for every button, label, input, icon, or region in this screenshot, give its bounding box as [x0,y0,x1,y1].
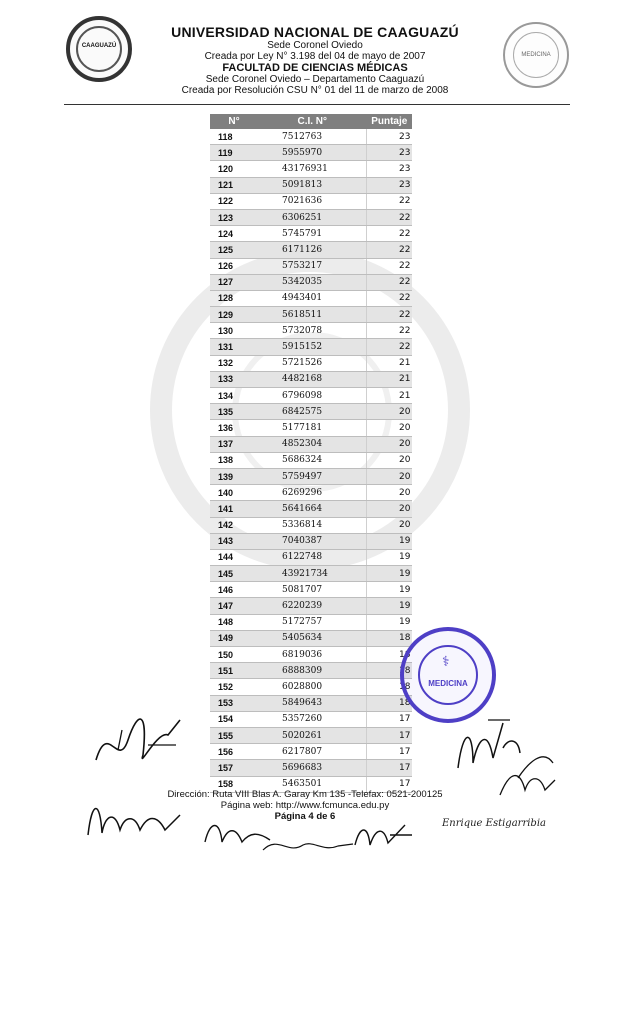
ci-cell: 4943401 [258,290,367,306]
faculty-logo-text: MEDICINA [521,52,551,58]
puntaje-cell: 18 [367,647,413,663]
ci-cell: 5172757 [258,614,367,630]
puntaje-cell: 17 [367,760,413,776]
puntaje-cell: 23 [367,177,413,193]
puntaje-cell: 19 [367,582,413,598]
ci-cell: 5091813 [258,177,367,193]
row-number-cell: 128 [210,290,258,306]
footer-website: Página web: http://www.fcmunca.edu.py [220,800,390,811]
table-row [210,582,412,598]
row-number-cell: 124 [210,226,258,242]
ci-cell: 5020261 [258,727,367,743]
ci-cell: 4482168 [258,371,367,387]
stamp-label: MEDICINA [428,679,468,688]
ci-cell: 5745791 [258,226,367,242]
ci-cell: 5336814 [258,517,367,533]
university-logo-ring [76,26,122,72]
ci-cell: 5759497 [258,468,367,484]
table-row [210,258,412,274]
table-row [210,420,412,436]
puntaje-cell: 20 [367,404,413,420]
puntaje-cell: 20 [367,501,413,517]
puntaje-cell: 20 [367,436,413,452]
row-number-cell: 135 [210,404,258,420]
ci-cell: 5463501 [258,776,367,792]
ci-cell: 5081707 [258,582,367,598]
official-stamp [400,627,496,723]
ci-cell: 4852304 [258,436,367,452]
row-number-cell: 145 [210,566,258,582]
ci-cell: 5732078 [258,323,367,339]
puntaje-cell: 22 [367,258,413,274]
row-number-cell: 151 [210,663,258,679]
ci-cell: 7021636 [258,193,367,209]
table-row [210,290,412,306]
table-row [210,177,412,193]
row-number-cell: 137 [210,436,258,452]
ci-cell: 7512763 [258,129,367,145]
table-row [210,549,412,565]
puntaje-cell: 20 [367,468,413,484]
table-row [210,209,412,225]
row-number-cell: 129 [210,307,258,323]
row-number-cell: 146 [210,582,258,598]
puntaje-cell: 19 [367,533,413,549]
puntaje-cell: 18 [367,663,413,679]
row-number-cell: 155 [210,727,258,743]
row-number-cell: 123 [210,209,258,225]
puntaje-cell: 17 [367,776,413,792]
row-number-cell: 136 [210,420,258,436]
table-row [210,711,412,727]
puntaje-cell: 22 [367,193,413,209]
table-row [210,727,412,743]
row-number-cell: 119 [210,145,258,161]
puntaje-cell: 20 [367,420,413,436]
ci-cell: 5641664 [258,501,367,517]
puntaje-cell: 19 [367,566,413,582]
table-row [210,647,412,663]
puntaje-cell: 22 [367,290,413,306]
table-row [210,630,412,646]
table-row [210,744,412,760]
ci-cell: 43921734 [258,566,367,582]
ci-cell: 5357260 [258,711,367,727]
caduceus-icon: ⚕ [442,653,450,669]
ci-cell: 6306251 [258,209,367,225]
column-header-ci: C.I. N° [258,114,367,129]
ci-cell: 5849643 [258,695,367,711]
puntaje-cell: 21 [367,355,413,371]
table-row [210,323,412,339]
puntaje-cell: 22 [367,307,413,323]
row-number-cell: 142 [210,517,258,533]
resolution-line: Creada por Resolución CSU N° 01 del 11 de marzo de 2008 [181,85,449,96]
row-number-cell: 120 [210,161,258,177]
row-number-cell: 148 [210,614,258,630]
puntaje-cell: 23 [367,129,413,145]
table-row [210,760,412,776]
table-row [210,468,412,484]
puntaje-cell: 19 [367,614,413,630]
row-number-cell: 125 [210,242,258,258]
table-row [210,193,412,209]
puntaje-cell: 17 [367,711,413,727]
ci-cell: 43176931 [258,161,367,177]
row-number-cell: 140 [210,485,258,501]
table-row [210,161,412,177]
row-number-cell: 131 [210,339,258,355]
page-number: Página 4 de 6 [274,811,336,822]
table-row [210,598,412,614]
department-line: Sede Coronel Oviedo – Departamento Caaguazú [205,74,425,85]
puntaje-cell: 20 [367,452,413,468]
puntaje-cell: 22 [367,226,413,242]
table-row [210,679,412,695]
table-row [210,436,412,452]
row-number-cell: 141 [210,501,258,517]
puntaje-cell: 21 [367,371,413,387]
puntaje-cell: 22 [367,274,413,290]
table-row [210,566,412,582]
faculty-name: FACULTAD DE CIENCIAS MÉDICAS [222,62,408,74]
table-row [210,533,412,549]
row-number-cell: 126 [210,258,258,274]
table-row [210,145,412,161]
row-number-cell: 149 [210,630,258,646]
results-table [210,114,412,793]
row-number-cell: 127 [210,274,258,290]
row-number-cell: 139 [210,468,258,484]
ci-cell: 6217807 [258,744,367,760]
column-header-number: N° [210,114,258,129]
puntaje-cell: 20 [367,517,413,533]
table-row [210,517,412,533]
ci-cell: 6842575 [258,404,367,420]
row-number-cell: 134 [210,388,258,404]
row-number-cell: 144 [210,549,258,565]
puntaje-cell: 23 [367,145,413,161]
table-header-row [210,114,412,129]
ci-cell: 7040387 [258,533,367,549]
puntaje-cell: 17 [367,727,413,743]
row-number-cell: 118 [210,129,258,145]
puntaje-cell: 17 [367,744,413,760]
ci-cell: 6220239 [258,598,367,614]
row-number-cell: 138 [210,452,258,468]
footer-address: Dirección: Ruta VIII Blas A. Garay Km 135 -Telefax: 0521-200125 [167,789,443,800]
ci-cell: 5721526 [258,355,367,371]
ci-cell: 5696683 [258,760,367,776]
signature-1 [88,700,188,780]
column-header-puntaje: Puntaje [367,114,413,129]
table-row [210,339,412,355]
ci-cell: 5686324 [258,452,367,468]
row-number-cell: 158 [210,776,258,792]
row-number-cell: 156 [210,744,258,760]
table-row [210,695,412,711]
row-number-cell: 157 [210,760,258,776]
table-row [210,226,412,242]
university-logo [66,16,132,82]
ci-cell: 6819036 [258,647,367,663]
sede-line: Sede Coronel Oviedo [267,40,363,51]
table-row [210,242,412,258]
signature-6 [258,830,358,860]
table-row [210,388,412,404]
puntaje-cell: 20 [367,485,413,501]
faculty-logo [503,22,569,88]
table-body [210,129,412,792]
ci-cell: 6028800 [258,679,367,695]
puntaje-cell: 19 [367,549,413,565]
letterhead [150,24,480,96]
puntaje-cell: 18 [367,630,413,646]
row-number-cell: 122 [210,193,258,209]
ci-cell: 5342035 [258,274,367,290]
row-number-cell: 154 [210,711,258,727]
row-number-cell: 132 [210,355,258,371]
table-row [210,274,412,290]
ley-line: Creada por Ley N° 3.198 del 04 de mayo de 2007 [204,51,426,62]
signature-3 [495,760,565,810]
puntaje-cell: 21 [367,388,413,404]
puntaje-cell: 23 [367,161,413,177]
table-row [210,663,412,679]
table-row [210,614,412,630]
row-number-cell: 133 [210,371,258,387]
ci-cell: 5955970 [258,145,367,161]
puntaje-cell: 22 [367,339,413,355]
ci-cell: 5753217 [258,258,367,274]
ci-cell: 5915152 [258,339,367,355]
handwritten-name: Enrique Estigarribia [442,818,546,829]
ci-cell: 6888309 [258,663,367,679]
row-number-cell: 152 [210,679,258,695]
puntaje-cell: 18 [367,679,413,695]
ci-cell: 5405634 [258,630,367,646]
puntaje-cell: 22 [367,242,413,258]
university-logo-text: CAAGUAZÚ [81,43,117,49]
puntaje-cell: 22 [367,209,413,225]
row-number-cell: 147 [210,598,258,614]
row-number-cell: 153 [210,695,258,711]
ci-cell: 6122748 [258,549,367,565]
table-row [210,485,412,501]
ci-cell: 6171126 [258,242,367,258]
puntaje-cell: 18 [367,695,413,711]
ci-cell: 6269296 [258,485,367,501]
row-number-cell: 130 [210,323,258,339]
table-row [210,452,412,468]
table-row [210,371,412,387]
ci-cell: 5618511 [258,307,367,323]
page-footer [160,789,450,822]
header-divider [64,104,570,105]
table-row [210,355,412,371]
table-row [210,404,412,420]
table-row [210,501,412,517]
table-row [210,129,412,145]
table-row [210,307,412,323]
university-name: UNIVERSIDAD NACIONAL DE CAAGUAZÚ [171,24,459,40]
ci-cell: 5177181 [258,420,367,436]
ci-cell: 6796098 [258,388,367,404]
row-number-cell: 150 [210,647,258,663]
row-number-cell: 143 [210,533,258,549]
puntaje-cell: 19 [367,598,413,614]
puntaje-cell: 22 [367,323,413,339]
row-number-cell: 121 [210,177,258,193]
